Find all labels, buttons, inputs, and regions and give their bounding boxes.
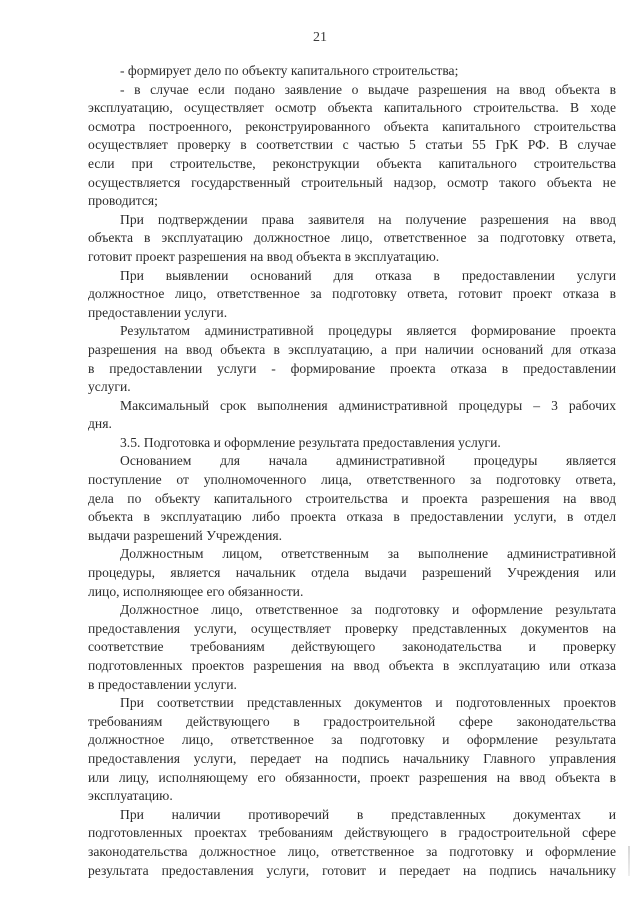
text-line: проводится; — [88, 193, 158, 209]
text-line: разрешения на ввод объекта в эксплуатацию, а при наличии оснований для отказа — [88, 341, 616, 357]
text-line: соответствие требованиям действующего законодательства и проверку — [88, 639, 616, 655]
text-line: осуществляет проверку в соответствии с частью 5 статьи 55 ГрК РФ. В случае — [88, 137, 616, 153]
text-line: подготовленных проектов разрешения на ввод объекта в эксплуатацию или отказа — [88, 658, 616, 673]
text-line: подготовленных проектах требованиям действующего в градостроительной сфере — [88, 825, 616, 841]
text-line: При соответствии представленных документов и подготовленных проектов — [120, 695, 616, 711]
document-body — [88, 62, 616, 880]
text-line: услуги. — [88, 379, 131, 395]
text-line: Результатом административной процедуры является формирование проекта — [120, 323, 616, 339]
text-line: в предоставлении услуги. — [88, 676, 237, 692]
text-line: эксплуатацию. — [88, 788, 173, 804]
text-line: При подтверждении права заявителя на получение разрешения на ввод — [120, 211, 616, 227]
text-line: требованиям действующего в градостроительной сфере законодательства — [88, 713, 616, 729]
text-line: Максимальный срок выполнения административной процедуры – 3 рабочих — [120, 397, 616, 413]
text-line: должностное лицо, ответственное за подготовку и оформление результата — [88, 732, 616, 748]
text-line: - в случае если подано заявление о выдаче разрешения на ввод объекта в — [120, 81, 616, 97]
text-line: Должностное лицо, ответственное за подготовку и оформление результата — [120, 602, 616, 618]
text-line: предоставления услуги, осуществляет проверку представленных документов на — [88, 620, 616, 636]
text-line: или лицу, исполняющему его обязанности, проект разрешения на ввод объекта в — [88, 769, 616, 785]
text-line: Должностным лицом, ответственным за выполнение административной — [120, 546, 616, 562]
text-line: 3.5. Подготовка и оформление результата предоставления услуги. — [120, 434, 501, 450]
text-line: предоставления услуги, передает на подпись начальнику Главного управления — [88, 750, 616, 766]
text-line: дела по объекту капитального строительства и проекта разрешения на ввод — [88, 490, 616, 506]
scan-edge-mark — [628, 846, 630, 876]
text-line: - формирует дело по объекту капитального строительства; — [120, 63, 459, 78]
text-line: поступление от уполномоченного лица, ответственного за подготовку ответа, — [88, 472, 616, 488]
text-line: готовит проект разрешения на ввод объекта в эксплуатацию. — [88, 248, 440, 264]
text-line: процедуры, является начальник отдела выдачи разрешений Учреждения или — [88, 565, 616, 581]
text-line: Основанием для начала административной процедуры является — [120, 453, 616, 469]
text-line: При выявлении оснований для отказа в предоставлении услуги — [120, 267, 616, 283]
text-line: осмотра построенного, реконструированного объекта капитального строительства — [88, 118, 616, 134]
text-line: должностное лицо, ответственное за подготовку ответа, готовит проект отказа в — [88, 286, 616, 302]
text-line: в предоставлении услуги - формирование проекта отказа в предоставлении — [88, 360, 616, 376]
text-line: дня. — [88, 416, 112, 432]
text-line: лицо, исполняющее его обязанности. — [88, 583, 304, 599]
text-line: результата предоставления услуги, готовит и передает на подпись начальнику — [88, 862, 616, 878]
text-line: эксплуатацию, осуществляет осмотр объекта капитального строительства. В ходе — [88, 100, 616, 116]
text-line: выдачи разрешений Учреждения. — [88, 527, 283, 543]
text-line: если при строительстве, реконструкции объекта капитального строительства — [88, 155, 616, 171]
text-line: законодательства должностное лицо, ответственное за подготовку и оформление — [88, 843, 616, 859]
text-line: объекта в эксплуатацию должностное лицо, ответственное за подготовку ответа, — [88, 230, 616, 246]
text-line: предоставлении услуги. — [88, 304, 228, 320]
text-line: осуществляется государственный строительный надзор, осмотр такого объекта не — [88, 174, 616, 190]
text-line: объекта в эксплуатацию либо проекта отказа в предоставлении услуги, в отдел — [88, 509, 616, 525]
text-line: При наличии противоречий в представленных документах и — [120, 806, 616, 822]
page-number: 21 — [313, 30, 327, 45]
